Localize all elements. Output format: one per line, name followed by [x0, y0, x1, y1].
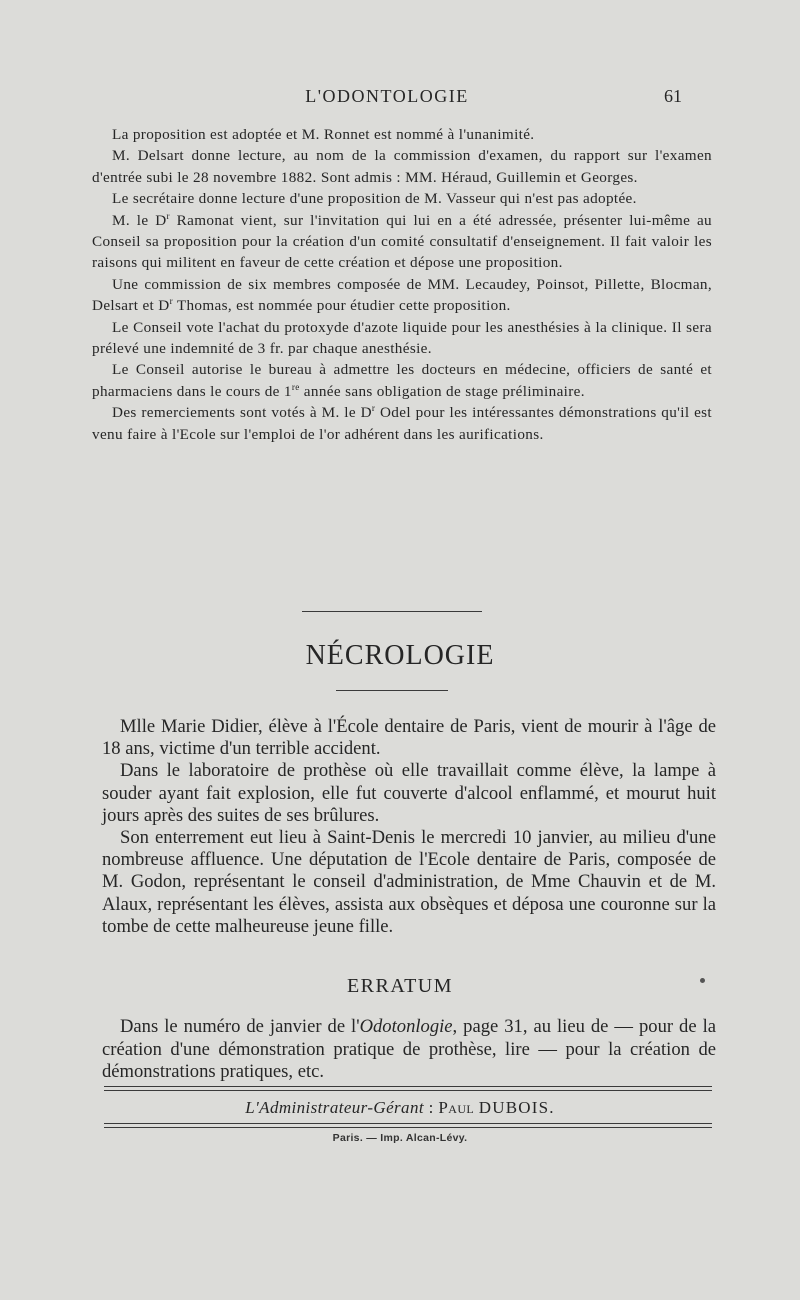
minutes-text: Des remerciements sont votés à M. le D [112, 404, 372, 422]
running-head [92, 86, 682, 110]
council-minutes [92, 124, 712, 445]
necrologie-paragraph: Son enterrement eut lieu à Saint-Denis le mercredi 10 janvier, au milieu d'une nombreuse affluence. Une députation de l'Ecole dentaire de Paris, composée de M. Godon, représentant le conseil d'administration, de Mme Chauvin et de M. Alaux, représentant les élèves, assista aux obsèques et déposa une couronne sur la tombe de cette malheureuse jeune fille. [102, 827, 716, 937]
minutes-text: Le secrétaire donne lecture d'une proposition de M. Vasseur qui n'est pas adoptée. [112, 190, 637, 208]
signature-first-name: Paul [438, 1098, 475, 1117]
erratum-text: , page 31, au lieu de — pour de la création d'une démonstration pratique de prothèse, lire — pour la création de démonstrations pratiques, etc. [102, 1016, 717, 1083]
section-divider [302, 611, 482, 612]
minutes-paragraph [92, 188, 712, 209]
superscript: re [291, 381, 300, 392]
minutes-paragraph [92, 402, 712, 445]
minutes-text: Le Conseil autorise le bureau à admettre les docteurs en médecine, officiers de santé et pharmaciens dans le cours de 1 [92, 361, 712, 400]
signature-last-name: DUBOIS. [478, 1098, 555, 1117]
title-underline [336, 690, 448, 691]
erratum-text: Dans le numéro de janvier de l' [120, 1016, 360, 1037]
journal-name: Odotonlogie [359, 1016, 453, 1037]
superscript: r [371, 403, 376, 414]
minutes-text: M. le D [112, 211, 167, 229]
minutes-text: Ramonat vient, sur l'invitation qui lui en a été adressée, présenter lui-même au Conseil sa proposition pour la création d'un comité consultatif d'enseignement. Il fait valoir les raisons qui militent en faveur de cette création et dépose une proposition. [92, 211, 712, 272]
minutes-paragraph [92, 210, 712, 274]
minutes-paragraph [92, 274, 712, 317]
running-title: L'ODONTOLOGIE [305, 86, 469, 106]
erratum-body [102, 1016, 716, 1084]
signature-role: L'Administrateur-Gérant [245, 1098, 424, 1117]
necrologie-paragraph: Dans le laboratoire de prothèse où elle travaillait comme élève, la lampe à souder ayant fait explosion, elle fut couverte d'alcool enflammé, et mourut huit jours après des suites de ses brûlures. [102, 760, 716, 826]
necrologie-title: NÉCROLOGIE [305, 640, 495, 671]
minutes-text: Odel pour les intéressantes démonstrations qu'il est venu faire à l'Ecole sur l'emploi de l'or adhérent dans les aurifications. [92, 404, 712, 443]
minutes-text: Thomas, est nommée pour étudier cette proposition. [172, 297, 511, 315]
superscript: r [166, 210, 170, 221]
necrologie-paragraph: Mlle Marie Didier, élève à l'École dentaire de Paris, vient de mourir à l'âge de 18 ans, victime d'un terrible accident. [102, 716, 716, 760]
footer-rule-top [104, 1086, 712, 1091]
minutes-paragraph [92, 145, 712, 188]
ink-speck [700, 978, 705, 983]
signature-separator: : [423, 1098, 439, 1117]
printer-imprint: Paris. — Imp. Alcan-Lévy. [332, 1132, 468, 1144]
erratum-paragraph [102, 1016, 716, 1084]
minutes-paragraph [92, 317, 712, 360]
minutes-text: La proposition est adoptée et M. Ronnet est nommé à l'unanimité. [112, 126, 535, 143]
minutes-text: Le Conseil vote l'achat du protoxyde d'azote liquide pour les anesthésies à la clinique. Il sera prélevé une indemnité de 3 fr. par chaque anesthésie. [92, 318, 712, 358]
minutes-text: année sans obligation de stage préliminaire. [299, 382, 585, 400]
erratum-title: ERRATUM [346, 975, 454, 997]
minutes-text: M. Delsart donne lecture, au nom de la commission d'examen, du rapport sur l'examen d'entrée subi le 28 novembre 1882. Sont admis : MM. Héraud, Guillemin et Georges. [92, 147, 712, 186]
minutes-paragraph [92, 359, 712, 402]
necrologie-body [102, 716, 716, 938]
minutes-paragraph [92, 124, 712, 145]
signature [0, 1098, 800, 1118]
page-number: 61 [664, 86, 682, 106]
superscript: r [169, 296, 173, 307]
minutes-text: Une commission de six membres composée de MM. Lecaudey, Poinsot, Pillette, Blocman, Delsart et D [92, 275, 712, 315]
footer-rule-bottom [104, 1123, 712, 1128]
